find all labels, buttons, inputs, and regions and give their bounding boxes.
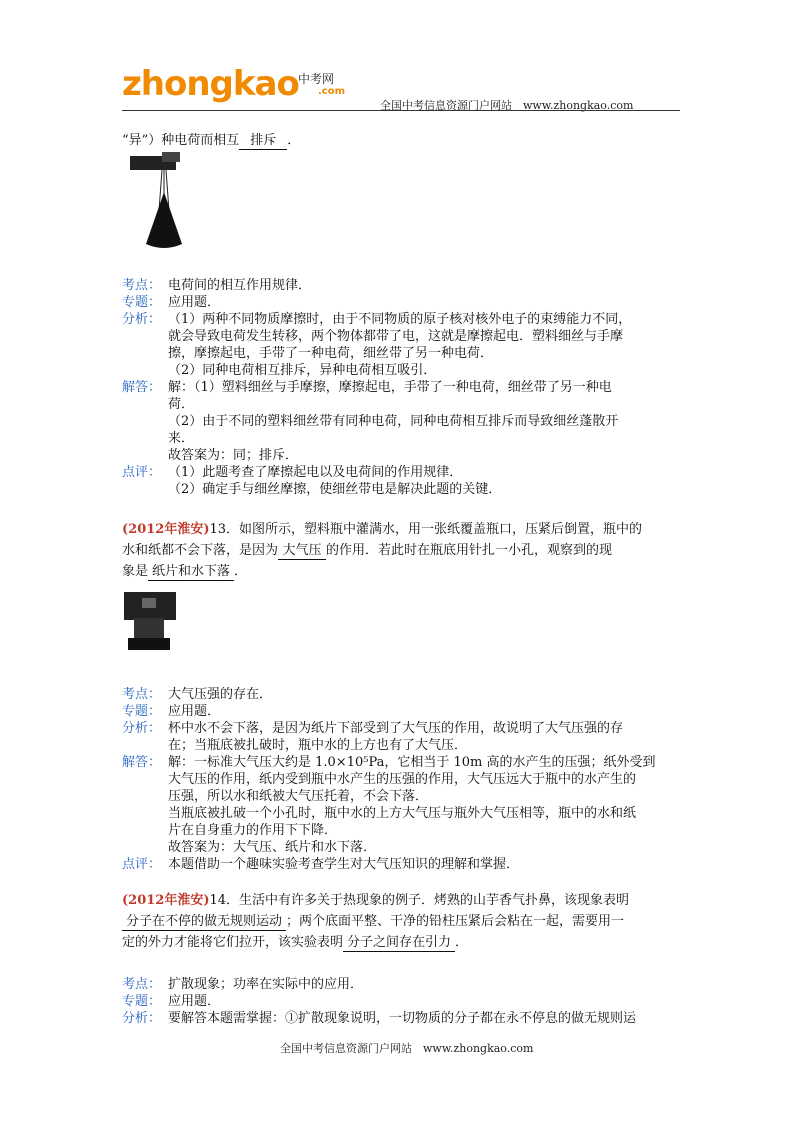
q13-fenxi-line: 在；当瓶底被扎破时，瓶中水的上方也有了大气压． [168, 738, 468, 753]
label-fenxi: 分析： [122, 312, 162, 327]
q13-line2-post: 的作用．若此时在瓶底用针扎一小孔，观察到的现 [326, 543, 613, 558]
q14-stem-line3 [122, 935, 468, 952]
q13-zhuanti [122, 704, 220, 720]
logo-cn: 中考网 [298, 72, 335, 86]
q14-kaodian-text: 扩散现象；功率在实际中的应用． [168, 977, 364, 992]
q13-dianping-text: 本题借助一个趣味实验考查学生对大气压知识的理解和掌握． [168, 857, 520, 872]
q13-jieda-label [122, 755, 168, 771]
q13-stem-line2 [122, 543, 612, 560]
q12-fenxi-label [122, 312, 168, 328]
label-dianping: 点评： [122, 857, 162, 872]
label-fenxi: 分析： [122, 1011, 162, 1026]
q13-zhuanti-text: 应用题． [168, 704, 221, 719]
q12-figure-hand-threads [122, 152, 186, 252]
q12-tail-post: ． [287, 133, 301, 148]
q13-fenxi-line: 杯中水不会下落，是因为纸片下部受到了大气压的作用，故说明了大气压强的存 [168, 721, 624, 736]
q12-jieda-line: 荷． [168, 397, 195, 412]
q12-fenxi-line: （2）同种电荷相互排斥，异种电荷相互吸引． [168, 363, 437, 378]
q13-jieda-line: 片在自身重力的作用下下降． [168, 823, 338, 838]
q12-kaodian [122, 278, 311, 294]
label-zhuanti: 专题： [122, 704, 162, 719]
label-kaodian: 考点： [122, 278, 162, 293]
q12-dianping-line: （1）此题考查了摩擦起电以及电荷间的作用规律． [168, 465, 463, 480]
q12-zhuanti [122, 295, 220, 311]
footer-site-text: 全国中考信息资源门户网站 www.zhongkao.com [280, 1042, 534, 1055]
q12-fenxi-line: 就会导致电荷发生转移，两个物体都带了电，这就是摩擦起电．塑料细丝与手摩 [168, 329, 624, 344]
label-zhuanti: 专题： [122, 994, 162, 1009]
q13-jieda-line: 当瓶底被扎破一个小孔时，瓶中水的上方大气压与瓶外大气压相等，瓶中的水和纸 [168, 806, 637, 821]
q14-line1: 14．生活中有许多关于热现象的例子．烤熟的山芋香气扑鼻，该现象表明 [209, 893, 630, 908]
q13-dianping [122, 857, 519, 873]
q13-line3-post: ． [234, 564, 248, 579]
q12-zhuanti-text: 应用题． [168, 295, 221, 310]
label-kaodian: 考点： [122, 687, 162, 702]
q12-dianping-label [122, 465, 168, 481]
q12-jieda-label [122, 380, 168, 396]
q13-stem-line3 [122, 564, 247, 581]
label-fenxi: 分析： [122, 721, 162, 736]
label-zhuanti: 专题： [122, 295, 162, 310]
logo-wordmark: zhongkao [122, 64, 299, 104]
label-kaodian: 考点： [122, 977, 162, 992]
q12-kaodian-text: 电荷间的相互作用规律． [168, 278, 312, 293]
q12-dianping-line: （2）确定手与细丝摩擦，使细丝带电是解决此题的关键． [168, 482, 502, 497]
q13-figure-bottle [122, 590, 180, 654]
q12-jieda-line: （2）由于不同的塑料细丝带有同种电荷，同种电荷相互排斥而导致细丝蓬散开 [168, 414, 619, 429]
q14-line2-post: ；两个底面平整、干净的铅柱压紧后会粘在一起，需要用一 [286, 914, 625, 929]
q12-tail-line [122, 133, 300, 150]
header-divider [122, 110, 680, 111]
q14-fenxi [122, 1011, 636, 1027]
q13-line1: 13．如图所示，塑料瓶中灌满水，用一张纸覆盖瓶口，压紧后倒置，瓶中的 [209, 522, 643, 537]
q13-stem-line1 [122, 522, 642, 538]
q12-jieda-line: 来． [168, 431, 195, 446]
q14-stem-line1 [122, 893, 629, 909]
q12-tail-pre: “异”）种电荷而相互 [122, 133, 240, 148]
q14-source: (2012年淮安) [122, 893, 210, 908]
label-jieda: 解答： [122, 380, 162, 395]
q12-answer: 排斥 [239, 133, 287, 150]
q12-jieda-line: 解：（1）塑料细丝与手摩擦，摩擦起电，手带了一种电荷，细丝带了另一种电 [168, 380, 612, 395]
q12-fenxi-line: （1）两种不同物质摩擦时，由于不同物质的原子核对核外电子的束缚能力不同， [168, 312, 632, 327]
q13-line2-pre: 水和纸都不会下落，是因为 [122, 543, 279, 558]
q14-answer-1: 分子在不停的做无规则运动 [122, 914, 286, 931]
q13-jieda-line: 大气压的作用，纸内受到瓶中水产生的压强的作用，大气压远大于瓶中的水产生的 [168, 772, 637, 787]
q13-jieda-line: 压强，所以水和纸被大气压托着，不会下落． [168, 789, 429, 804]
q13-kaodian-text: 大气压强的存在． [168, 687, 273, 702]
q13-jieda-line: 故答案为：大气压、纸片和水下落． [168, 840, 377, 855]
q14-fenxi-text: 要解答本题需掌握：①扩散现象说明，一切物质的分子都在永不停息的做无规则运 [168, 1011, 637, 1026]
q14-kaodian [122, 977, 363, 993]
q14-answer-2: 分子之间存在引力 [343, 935, 455, 952]
q13-kaodian [122, 687, 272, 703]
q13-jieda-line: 解：一标准大气压大约是 1.0×10⁵Pa，它相当于 10m 高的水产生的压强；纸外受到 [168, 755, 656, 770]
q14-line3-post: ． [455, 935, 469, 950]
q13-source: (2012年淮安) [122, 522, 210, 537]
q14-zhuanti [122, 994, 220, 1010]
q13-line3-pre: 象是 [122, 564, 149, 579]
label-dianping: 点评： [122, 465, 162, 480]
q14-zhuanti-text: 应用题． [168, 994, 221, 1009]
q12-fenxi-line: 擦，摩擦起电，手带了一种电荷，细丝带了另一种电荷． [168, 346, 494, 361]
q12-jieda-line: 故答案为：同；排斥． [168, 448, 299, 463]
logo-com: .com [318, 86, 346, 97]
q14-stem-line2 [122, 914, 624, 931]
q14-line3-pre: 定的外力才能将它们拉开，该实验表明 [122, 935, 344, 950]
q13-answer-1: 大气压 [278, 543, 326, 560]
q13-answer-2: 纸片和水下落 [148, 564, 234, 581]
label-jieda: 解答： [122, 755, 162, 770]
header-site-text: 全国中考信息资源门户网站 www.zhongkao.com [380, 99, 634, 112]
zhongkao-logo[interactable] [122, 64, 346, 108]
q13-fenxi-label [122, 721, 168, 737]
